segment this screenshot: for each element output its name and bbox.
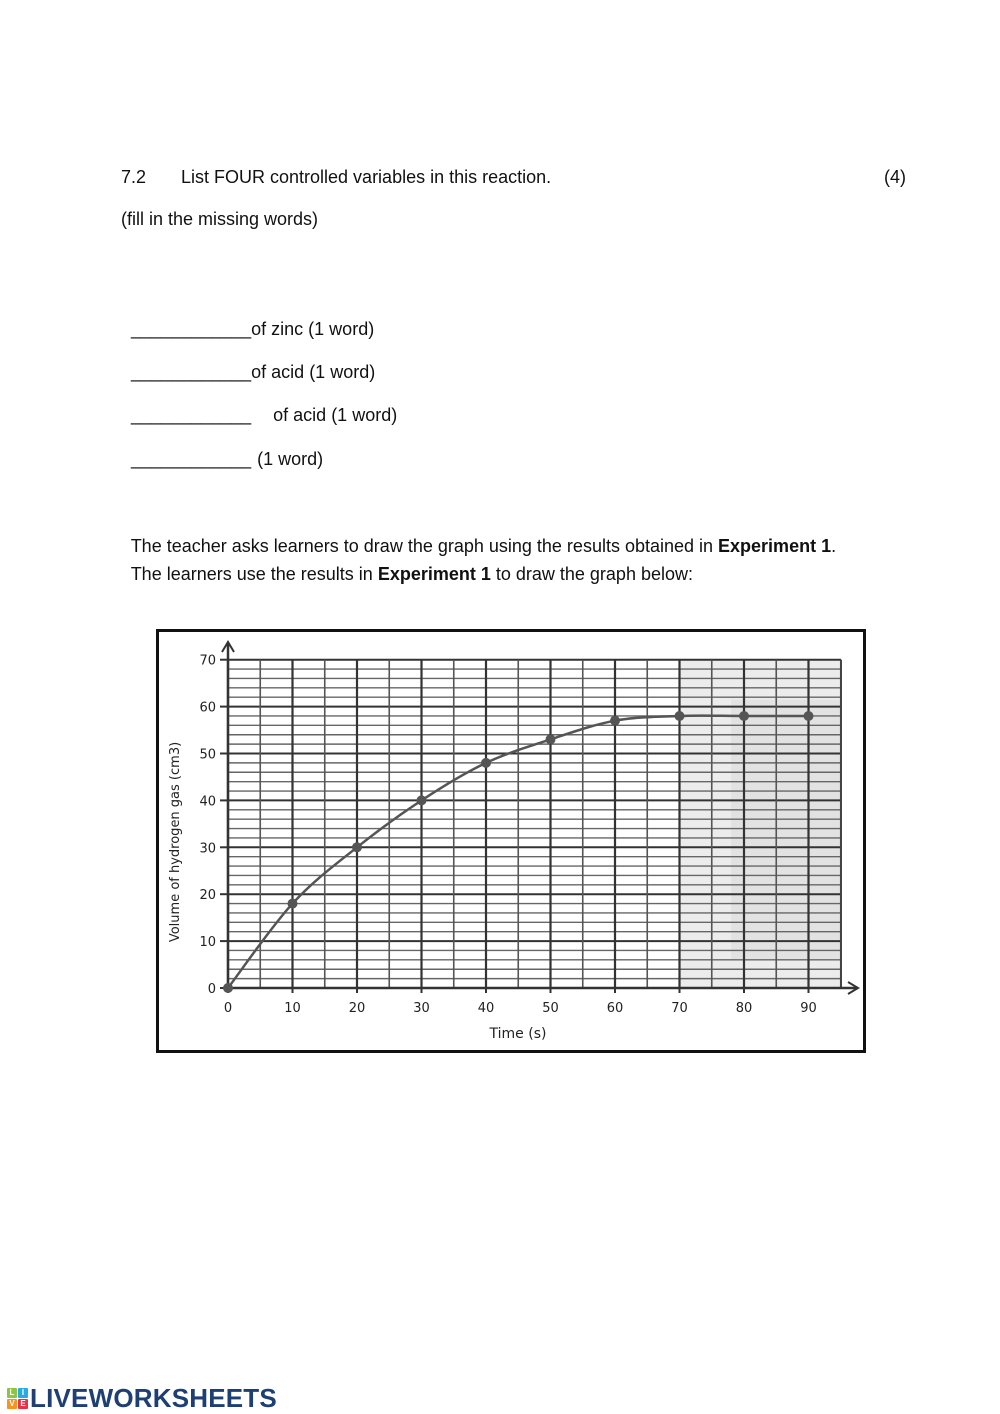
y-tick-label: 70 [199,653,216,669]
y-tick-label: 10 [199,935,216,951]
x-tick-label: 40 [477,1001,495,1016]
data-point-marker [417,795,427,805]
blank-suffix: of acid (1 word) [251,362,376,382]
question-instruction: (fill in the missing words) [121,209,319,229]
logo-icon [7,1388,28,1409]
data-point-marker [546,734,556,744]
x-axis-label: Time (s) [489,1026,547,1042]
y-tick-label: 30 [199,841,216,857]
logo-block: E [18,1399,28,1409]
data-point-marker [610,716,620,726]
x-tick-label: 50 [542,1001,559,1016]
question-number: 7.2 [121,167,147,187]
logo-block: L [7,1388,17,1398]
data-point-marker [223,983,233,993]
x-tick-label: 10 [284,1001,301,1016]
data-point-marker [804,711,814,721]
question-marks: (4) [884,167,906,187]
x-tick-label: 70 [671,1001,688,1016]
data-point-marker [481,758,491,768]
question-prompt: List FOUR controlled variables in this reaction. [181,167,552,187]
blank-line[interactable]: ____________ [131,449,252,469]
y-tick-label: 40 [199,794,216,810]
x-tick-label: 90 [800,1001,817,1016]
x-tick-label: 80 [735,1001,753,1016]
y-tick-label: 0 [207,982,216,997]
paragraph-text: The teacher asks learners to draw the graph using the results obtained in [130,536,719,556]
liveworksheets-logo [7,1383,277,1414]
blank-line[interactable]: ____________ [131,319,252,339]
paragraph-text: The learners use the results in [130,564,378,584]
x-tick-label: 0 [223,1001,233,1016]
blank-suffix: of zinc (1 word) [251,319,375,339]
x-tick-label: 20 [348,1001,366,1016]
experiment-label: Experiment 1 [377,564,491,584]
experiment-label: Experiment 1 [718,536,832,556]
logo-block: I [18,1388,28,1398]
paragraph-text: to draw the graph below: [490,564,693,584]
x-tick-label: 60 [606,1001,624,1016]
blank-suffix: of acid (1 word) [273,405,398,425]
logo-text: LIVEWORKSHEETS [30,1383,277,1413]
blank-line[interactable]: ____________ [131,362,252,382]
data-point-marker [739,711,749,721]
y-tick-label: 60 [199,700,216,716]
logo-block: V [7,1399,17,1409]
data-point-marker [352,842,362,852]
y-axis-label: Volume of hydrogen gas (cm3) [168,741,183,943]
paragraph-text: . [831,536,837,556]
blank-suffix: (1 word) [257,449,324,469]
blank-line[interactable]: ____________ [131,405,252,425]
data-point-marker [288,899,298,909]
data-point-marker [675,711,685,721]
shaded-region [680,660,842,988]
y-tick-label: 20 [199,888,216,904]
y-tick-label: 50 [199,747,216,763]
x-tick-label: 30 [413,1001,430,1016]
